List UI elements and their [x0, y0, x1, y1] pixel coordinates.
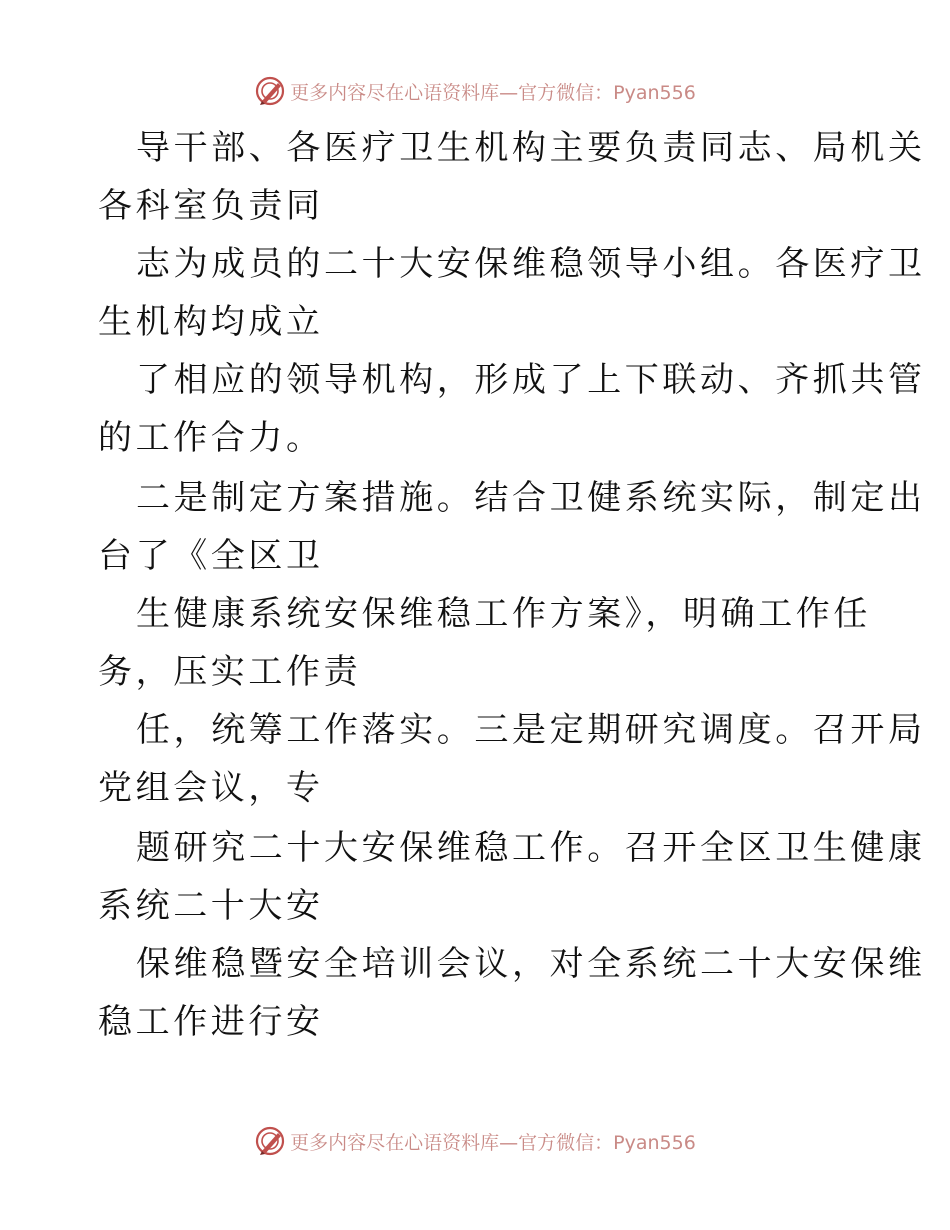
text-line: 务，压实工作责 [98, 652, 362, 692]
pen-logo-icon [254, 75, 286, 107]
text-line: 二是制定方案措施。结合卫健系统实际，制定出 [136, 478, 926, 518]
watermark-text: 更多内容尽在心语资料库—官方微信：Pyan556 [290, 1131, 696, 1154]
text-line: 的工作合力。 [98, 418, 324, 458]
text-line: 了相应的领导机构，形成了上下联动、齐抓共管 [136, 360, 926, 400]
text-line: 保维稳暨安全培训会议，对全系统二十大安保维 [136, 944, 926, 984]
text-line: 任，统筹工作落实。三是定期研究调度。召开局 [136, 710, 926, 750]
text-line: 生机构均成立 [98, 302, 324, 342]
text-line: 党组会议，专 [98, 768, 324, 808]
watermark-header [0, 71, 950, 111]
text-line: 生健康系统安保维稳工作方案》，明确工作任 [136, 594, 871, 634]
text-line: 台了《全区卫 [98, 536, 324, 576]
text-line: 题研究二十大安保维稳工作。召开全区卫生健康 [136, 828, 926, 868]
pen-logo-icon [254, 1125, 286, 1157]
text-line: 导干部、各医疗卫生机构主要负责同志、局机关 [136, 128, 926, 168]
text-line: 志为成员的二十大安保维稳领导小组。各医疗卫 [136, 244, 926, 284]
watermark-footer [0, 1121, 950, 1161]
text-line: 系统二十大安 [98, 886, 324, 926]
text-line: 稳工作进行安 [98, 1002, 324, 1042]
text-line: 各科室负责同 [98, 186, 324, 226]
watermark-text: 更多内容尽在心语资料库—官方微信：Pyan556 [290, 81, 696, 104]
